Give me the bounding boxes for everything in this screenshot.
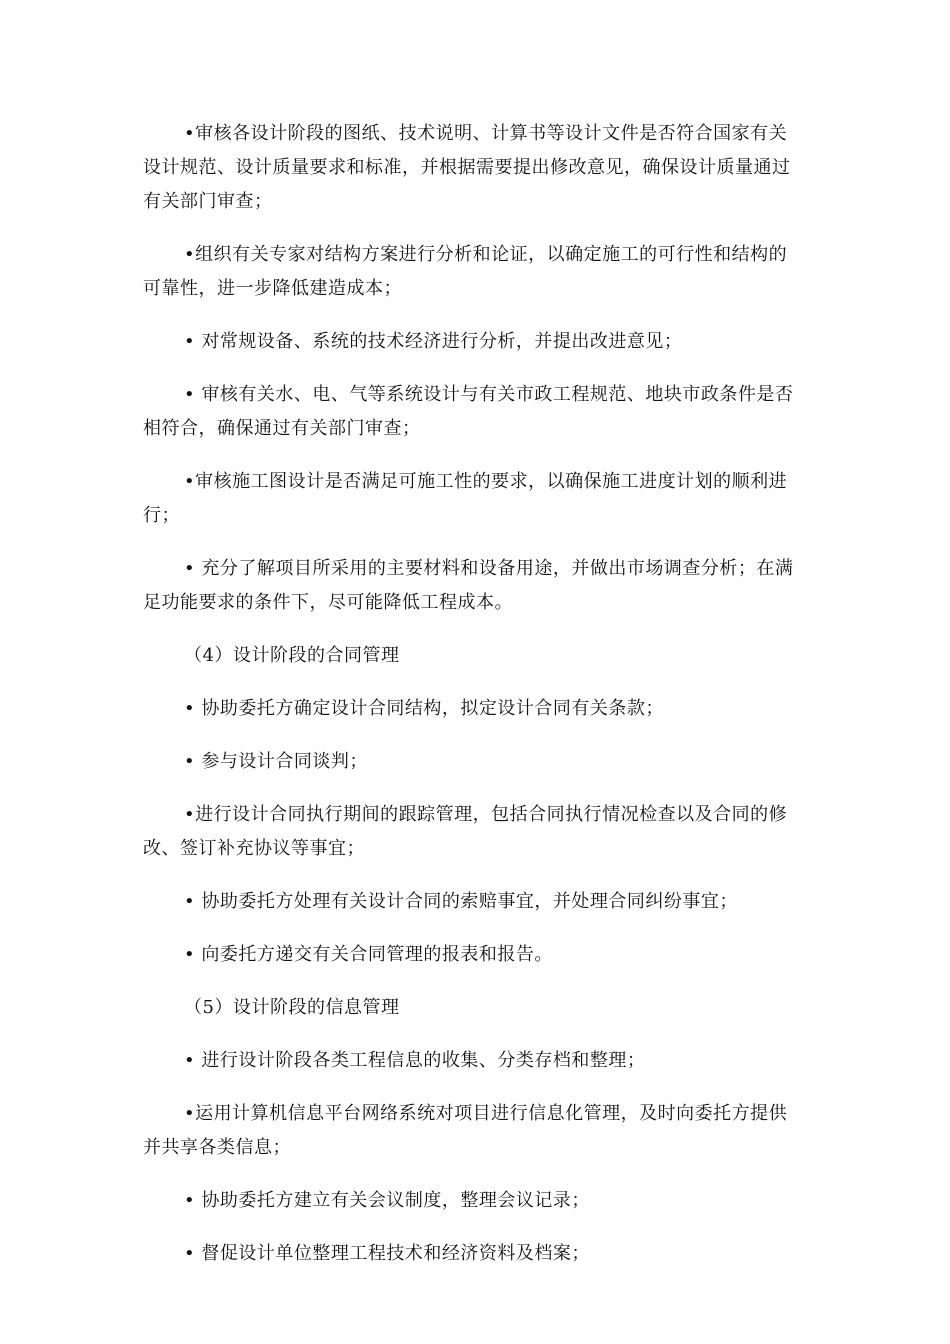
- text-line: • 充分了解项目所采用的主要材料和设备用途，并做出市场调查分析；在满: [184, 558, 794, 579]
- bullet-paragraph: [143, 552, 809, 620]
- text-line: • 进行设计阶段各类工程信息的收集、分类存档和整理；: [184, 1050, 646, 1071]
- bullet-paragraph: [143, 325, 809, 359]
- text-line: 改、签订补充协议等事宜；: [143, 838, 365, 859]
- bullet-paragraph: [143, 117, 809, 219]
- text-line: 行；: [143, 505, 180, 526]
- text-line: •组织有关专家对结构方案进行分析和论证，以确定施工的可行性和结构的: [184, 244, 788, 265]
- bullet-paragraph: [143, 692, 809, 726]
- document-body: [143, 117, 809, 1290]
- text-line: •审核施工图设计是否满足可施工性的要求，以确保施工进度计划的顺利进: [184, 471, 788, 492]
- bullet-paragraph: [143, 745, 809, 779]
- bullet-paragraph: [143, 238, 809, 306]
- bullet-paragraph: [143, 798, 809, 866]
- bullet-paragraph: [143, 1184, 809, 1218]
- bullet-paragraph: [143, 885, 809, 919]
- text-line: • 对常规设备、系统的技术经济进行分析，并提出改进意见；: [184, 331, 683, 352]
- text-line: • 协助委托方确定设计合同结构，拟定设计合同有关条款；: [184, 698, 664, 719]
- text-line: •运用计算机信息平台网络系统对项目进行信息化管理，及时向委托方提供: [184, 1103, 788, 1124]
- text-line: • 参与设计合同谈判；: [184, 751, 368, 772]
- bullet-paragraph: [143, 1237, 809, 1271]
- heading-text: （4）设计阶段的合同管理: [184, 645, 400, 666]
- bullet-paragraph: [143, 378, 809, 446]
- text-line: •审核各设计阶段的图纸、技术说明、计算书等设计文件是否符合国家有关: [184, 123, 788, 144]
- text-line: • 向委托方递交有关合同管理的报表和报告。: [184, 944, 553, 965]
- bullet-paragraph: [143, 465, 809, 533]
- text-line: 有关部门审查；: [143, 191, 273, 212]
- text-line: 相符合，确保通过有关部门审查；: [143, 418, 421, 439]
- section-heading: [143, 991, 809, 1025]
- text-line: 足功能要求的条件下，尽可能降低工程成本。: [143, 592, 513, 613]
- text-line: • 督促设计单位整理工程技术和经济资料及档案；: [184, 1243, 590, 1264]
- text-line: • 审核有关水、电、气等系统设计与有关市政工程规范、地块市政条件是否: [184, 384, 794, 405]
- bullet-paragraph: [143, 938, 809, 972]
- bullet-paragraph: [143, 1097, 809, 1165]
- text-line: • 协助委托方处理有关设计合同的索赔事宜，并处理合同纠纷事宜；: [184, 891, 738, 912]
- text-line: 可靠性，进一步降低建造成本；: [143, 278, 402, 299]
- text-line: 并共享各类信息；: [143, 1137, 291, 1158]
- bullet-paragraph: [143, 1044, 809, 1078]
- text-line: 设计规范、设计质量要求和标准，并根据需要提出修改意见，确保设计质量通过: [143, 157, 791, 178]
- text-line: • 协助委托方建立有关会议制度，整理会议记录；: [184, 1190, 590, 1211]
- text-line: •进行设计合同执行期间的跟踪管理，包括合同执行情况检查以及合同的修: [184, 804, 788, 825]
- heading-text: （5）设计阶段的信息管理: [184, 997, 400, 1018]
- section-heading: [143, 639, 809, 673]
